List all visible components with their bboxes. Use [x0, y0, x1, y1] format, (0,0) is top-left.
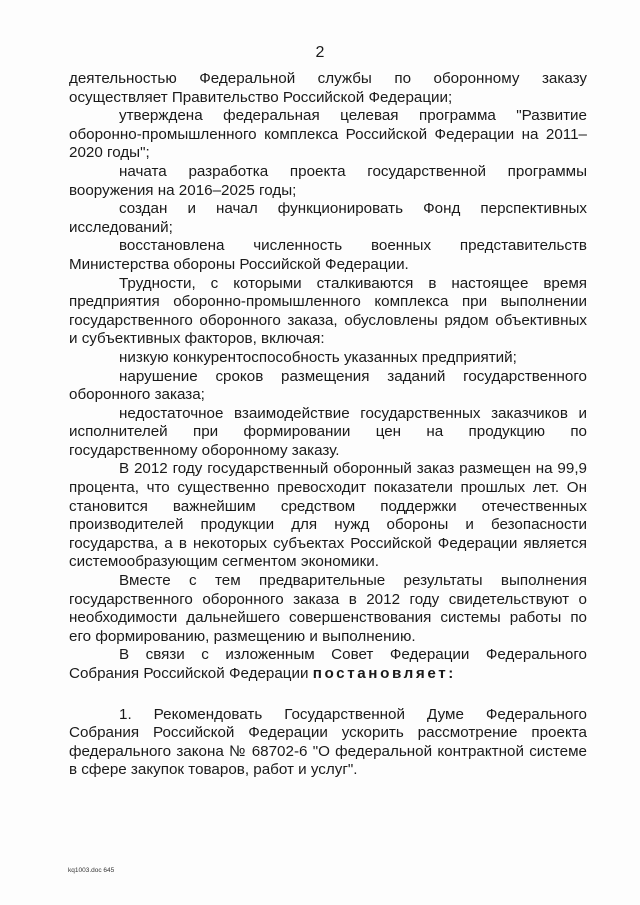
paragraph: недостаточное взаимодействие государственных заказчиков и исполнителей при формировании цен на продукцию по государственному оборонному заказу. — [69, 404, 587, 459]
paragraph: восстановлена численность военных представительств Министерства обороны Российской Федерации. — [69, 237, 587, 273]
resolution-intro: В связи с изложенным Совет Федерации Федерального Собрания Российской Федерации — [69, 646, 587, 682]
paragraph: деятельностью Федеральной службы по оборонному заказу осуществляет Правительство Российской Федерации; — [69, 70, 587, 106]
paragraph: начата разработка проекта государственной программы вооружения на 2016–2025 годы; — [69, 162, 587, 199]
paragraph: создан и начал функционировать Фонд перспективных исследований; — [69, 200, 587, 236]
resolution-colon: : — [448, 665, 456, 682]
paragraph: утверждена федеральная целевая программа "Развитие оборонно-промышленного комплекса Российской Федерации на 2011–2020 годы"; — [69, 107, 587, 162]
spacer — [69, 684, 587, 706]
paragraph: нарушение сроков размещения заданий государственного оборонного заказа; — [69, 367, 587, 404]
paragraph: Вместе с тем предварительные результаты выполнения государственного оборонного заказа в 2012 году свидетельствуют о необходимости дальнейшего совершенствования системы работы по его формированию, размещению и выполнению. — [69, 572, 587, 645]
page-number: 2 — [315, 44, 325, 61]
recommendation-paragraph: 1. Рекомендовать Государственной Думе Федерального Собрания Российской Федерации ускорить рассмотрение проекта федерального закона № 68702-6 "О федеральной контрактной системе в сфере закупок товаров, работ и услуг". — [69, 705, 587, 779]
paragraph: Трудности, с которыми сталкиваются в настоящее время предприятия оборонно-промышленного комплекса при выполнении государственного оборонного заказа, обусловлены рядом объективных и субъективных факторов, включая: — [69, 274, 587, 348]
resolution-word: постановляет — [312, 665, 449, 682]
paragraph: В 2012 году государственный оборонный заказ размещен на 99,9 процента, что существенно превосходит показатели прошлых лет. Он становится важнейшим средством поддержки отечественных производителей продукции для нужд обороны и безопасности государства, а в некоторых субъектах Российской Федерации является системообразующим сегментом экономики. — [69, 460, 587, 571]
document-footer: kq1003.doc 645 — [68, 867, 115, 874]
paragraph: низкую конкурентоспособность указанных предприятий; — [119, 348, 517, 366]
resolution-paragraph — [69, 646, 587, 683]
document-body — [69, 70, 587, 780]
